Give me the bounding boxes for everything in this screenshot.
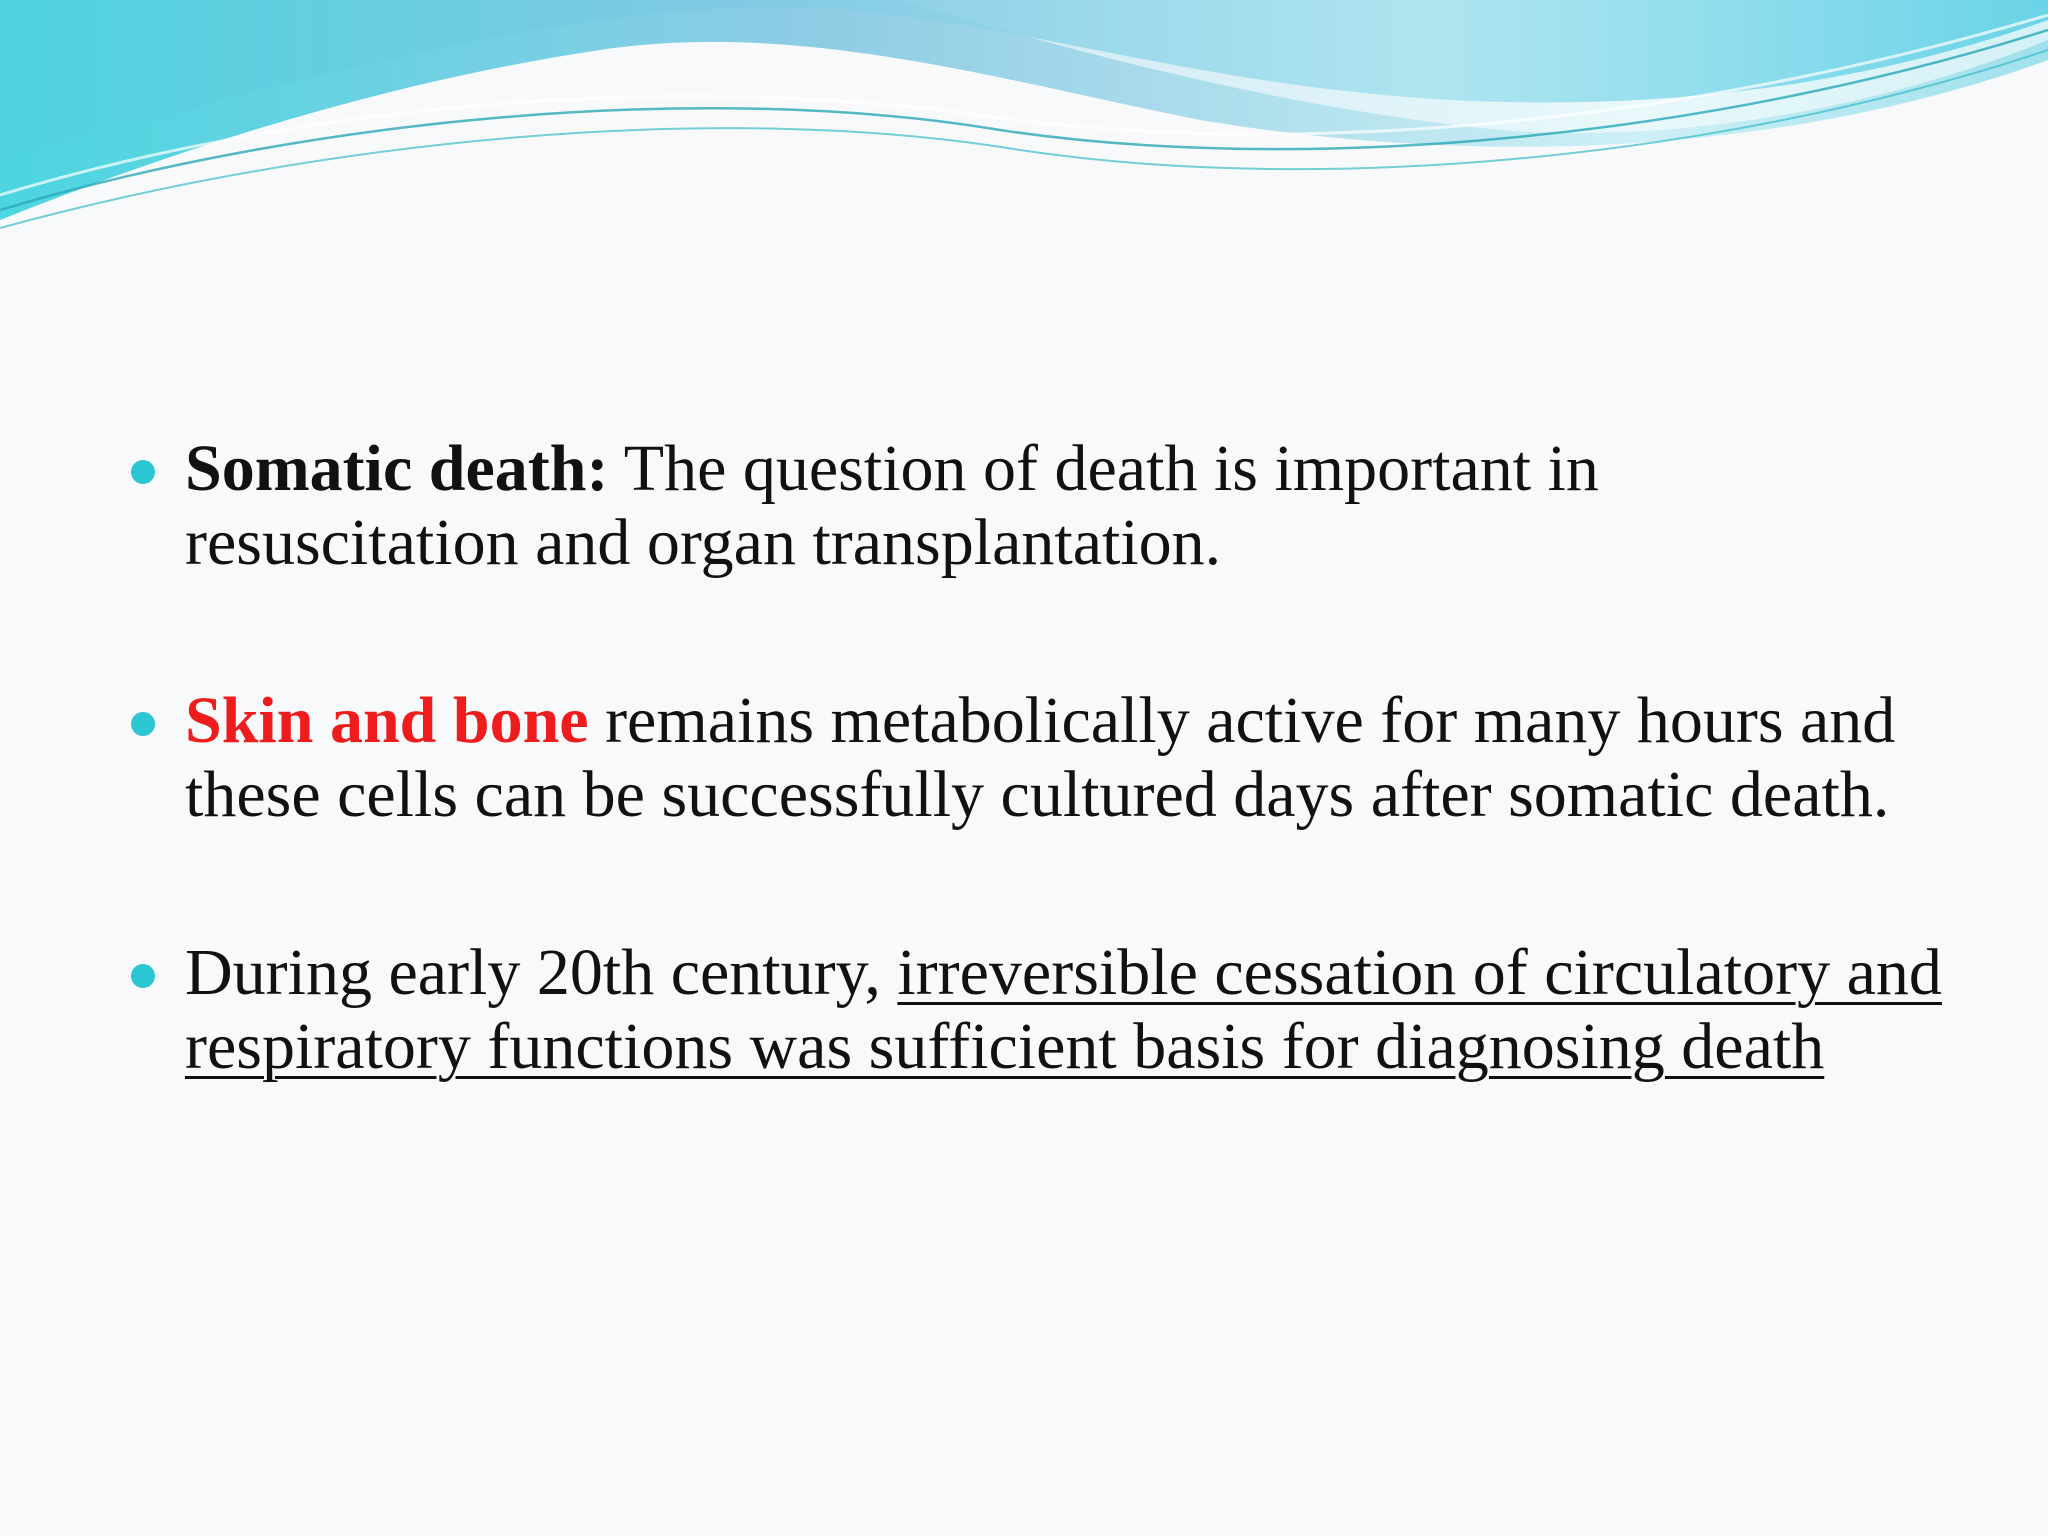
bullet-list bbox=[125, 432, 1945, 1084]
bullet-somatic-death bbox=[125, 432, 1945, 580]
bullet-text-skin-and-bone: remains metabolically active for many hours and these cells can be successfully cultured days after somatic death. bbox=[185, 684, 1896, 831]
bullet-lead-skin-and-bone: Skin and bone bbox=[185, 684, 589, 757]
bullet-lead-somatic-death: Somatic death: bbox=[185, 432, 609, 505]
bullet-text-somatic-death: The question of death is important in resuscitation and organ transplantation. bbox=[185, 432, 1599, 579]
bullet-dot-icon bbox=[131, 460, 155, 484]
bullet-dot-icon bbox=[131, 964, 155, 988]
bullet-dot-icon bbox=[131, 712, 155, 736]
bullet-lead-early-20th-century: During early 20th century, bbox=[185, 936, 898, 1009]
bullet-early-20th-century bbox=[125, 936, 1945, 1084]
bullet-text-early-20th-century: irreversible cessation of circulatory and respiratory functions was sufficient basis for diagnosing death bbox=[185, 936, 1942, 1083]
bullet-skin-and-bone bbox=[125, 684, 1945, 832]
bullet-content bbox=[125, 432, 1945, 1084]
decorative-wave-banner bbox=[0, 0, 2048, 240]
